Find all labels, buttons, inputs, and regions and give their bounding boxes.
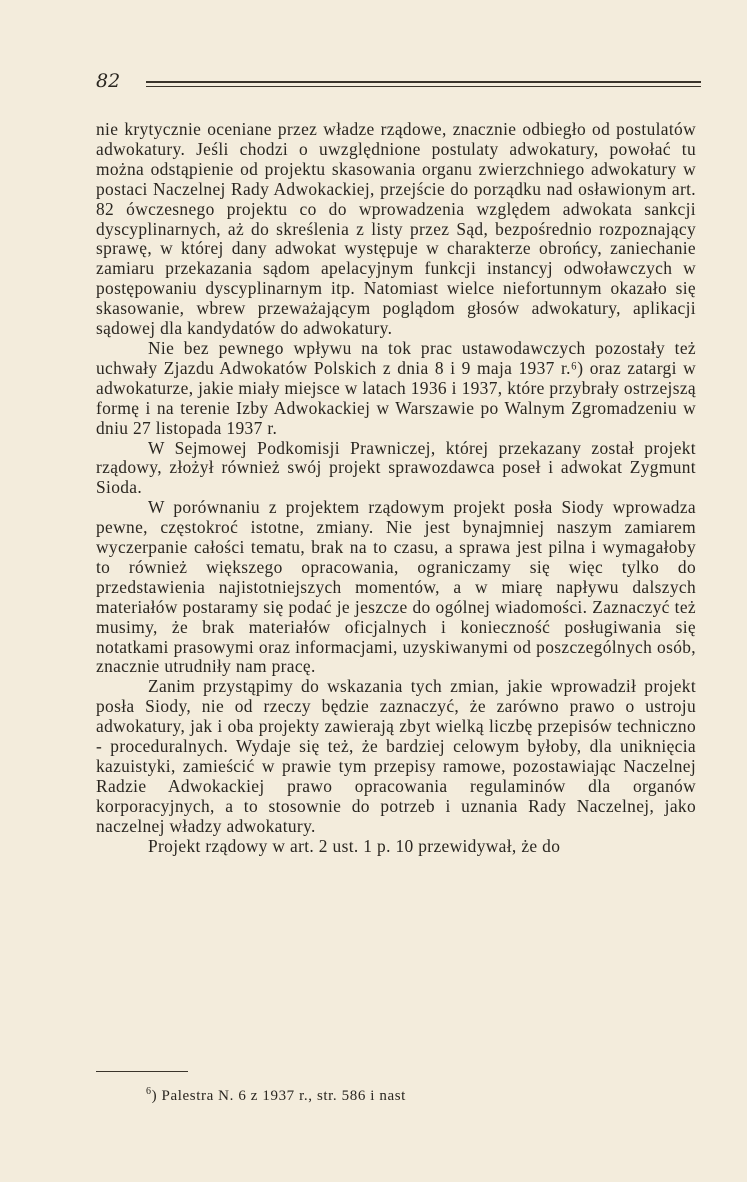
paragraph: W porównaniu z projektem rządowym projekt posła Siody wprowadza pewne, częstokroć istotne, zmiany. Nie jest bynajmniej naszym zamiarem wyczerpanie całości tematu, brak na to czasu, a sprawa jest pilna i wymagałoby to również większego opracowania, ograniczamy się więc tylko do przedstawienia najistotniejszych momentów, a w miarę napływu dalszych materiałów postaramy się podać je jeszcze do ogólnej wiadomości. Zaznaczyć też musimy, że brak materiałów oficjalnych i konieczność posługiwania się notatkami prasowymi oraz informacjami, uzyskiwanymi od poszczególnych osób, znacznie utrudniły nam pracę.: [96, 497, 696, 677]
paragraph: Projekt rządowy w art. 2 ust. 1 p. 10 przewidywał, że do: [148, 835, 561, 856]
header-rule-thin: [146, 86, 701, 87]
footnote-text: ) Palestra N. 6 z 1937 r., str. 586 i nast: [151, 1088, 406, 1104]
footnote-rule: [96, 1071, 188, 1072]
paragraph: nie krytycznie oceniane przez władze rządowe, znacznie odbiegło od postulatów adwokatury. Jeśli chodzi o uwzględnione postulaty adwokatury, powołać tu można odstąpienie od projektu skasowania organu zwierzchniego adwokatury w postaci Naczelnej Rady Adwokackiej, przejście do porządku nad osławionym art. 82 ówczesnego projektu co do wprowadzenia względem adwokata sankcji dyscyplinarnych, aż do skreślenia z listy przez Sąd, bezpośrednio rozpoznający sprawę, w której dany adwokat występuje w charakterze obrońcy, zaniechanie zamiaru przekazania sądom apelacyjnym funkcji instancyj odwoławczych w postępowaniu dyscyplinarnym itp. Natomiast wielce niefortunnym okazało się skasowanie, wbrew przeważającym poglądom głosów adwokatury, aplikacji sądowej dla kandydatów do adwokatury.: [96, 119, 696, 339]
paragraph: Nie bez pewnego wpływu na tok prac ustawodawczych pozostały też uchwały Zjazdu Adwokatów Polskich z dnia 8 i 9 maja 1937 r.⁶) oraz zatargi w adwokaturze, jakie miały miejsce w latach 1936 i 1937, które przybrały ostrzejszą formę i na terenie Izby Adwokackiej w Warszawie po Walnym Zgromadzeniu w dniu 27 listopada 1937 r.: [96, 337, 696, 438]
footnote: [146, 1086, 406, 1105]
header-rule: [146, 81, 701, 83]
paragraph: Zanim przystąpimy do wskazania tych zmian, jakie wprowadził projekt posła Siody, nie od rzeczy będzie zaznaczyć, że zarówno prawo o ustroju adwokatury, jak i oba projekty zawierają zbyt wielką liczbę przepisów techniczno - proceduralnych. Wydaje się też, że bardziej celowym byłoby, dla uniknięcia kazuistyki, zamieścić w prawie tym przepisy ramowe, pozostawiając Naczelnej Radzie Adwokackiej prawo opracowania regulaminów dla organów korporacyjnych, a to stosownie do potrzeb i uznania Rady Naczelnej, jako naczelnej władzy adwokatury.: [96, 676, 696, 836]
footnote-marker: 6: [146, 1086, 152, 1097]
page-header: [96, 70, 701, 96]
body-text: [96, 120, 696, 857]
paragraph: W Sejmowej Podkomisji Prawniczej, której przekazany został projekt rządowy, złożył również swój projekt sprawozdawca poseł i adwokat Zygmunt Sioda.: [96, 437, 696, 498]
page-number: 82: [96, 70, 121, 92]
